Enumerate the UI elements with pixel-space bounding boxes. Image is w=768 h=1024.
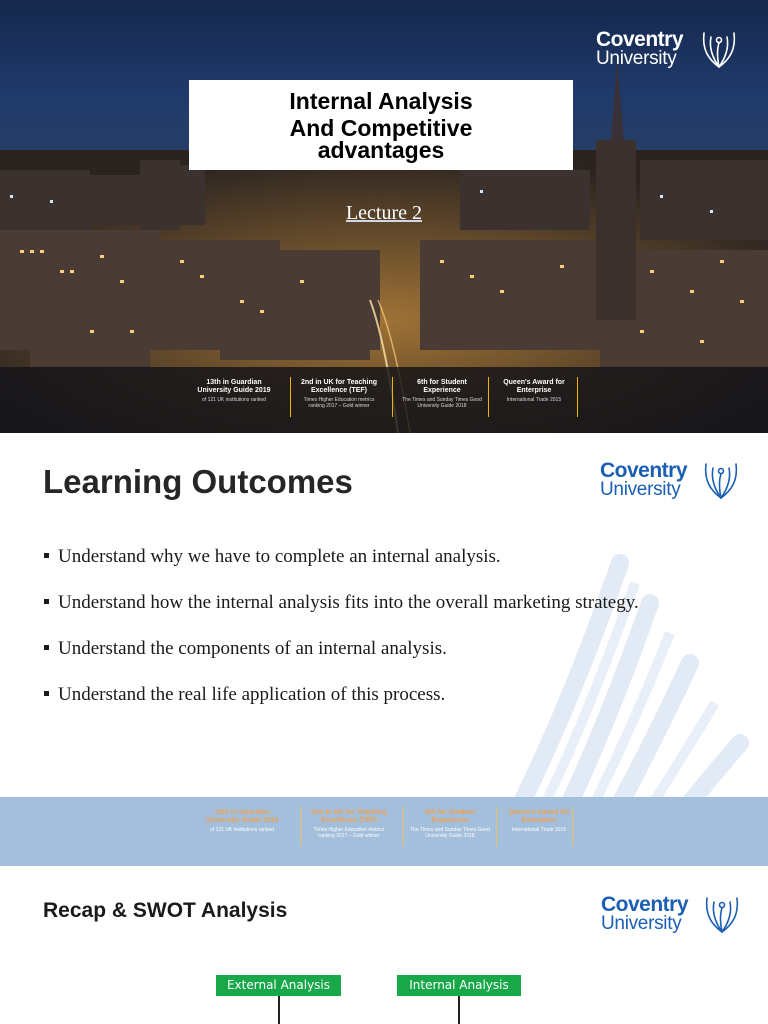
- coventry-logo: [600, 460, 687, 499]
- award-student-experience: [406, 809, 494, 839]
- connector-line: [278, 996, 280, 1024]
- phoenix-icon: [700, 460, 742, 502]
- award-divider: [403, 807, 404, 847]
- bullet-icon: [44, 599, 49, 604]
- learning-outcomes-list: [44, 538, 684, 722]
- list-item: [44, 538, 684, 575]
- award-divider: [488, 377, 489, 417]
- coventry-logo: [596, 29, 683, 68]
- phoenix-icon: [698, 29, 740, 71]
- list-item: [44, 584, 684, 621]
- list-item-text: Understand the real life application of this process.: [58, 684, 446, 705]
- title-line-3: advantages: [317, 137, 445, 163]
- list-item-text: Understand why we have to complete an internal analysis.: [58, 546, 501, 567]
- list-item-text: Understand the components of an internal analysis.: [58, 638, 447, 659]
- award-guardian: [198, 809, 286, 833]
- award-divider: [572, 807, 573, 847]
- award-subtext: Times Higher Education metrics ranking 2017 – Gold winner: [303, 397, 375, 409]
- award-divider: [577, 377, 578, 417]
- logo-word-coventry: Coventry: [601, 893, 689, 916]
- internal-analysis-box: Internal Analysis: [397, 975, 521, 996]
- award-heading: Queen's Award for Enterprise: [508, 809, 570, 824]
- logo-word-coventry: Coventry: [600, 459, 688, 482]
- award-subtext: The Times and Sunday Times Good University Guide 2018: [410, 827, 490, 839]
- slide-title: Recap & SWOT Analysis: [43, 899, 288, 922]
- logo-word-coventry: Coventry: [596, 28, 684, 51]
- title-line-2: And Competitive: [289, 115, 473, 141]
- awards-bar: [0, 367, 768, 433]
- bullet-icon: [44, 553, 49, 558]
- award-divider: [300, 807, 301, 847]
- connector-line: [458, 996, 460, 1024]
- logo-word-university: University: [596, 48, 677, 69]
- award-heading: 13th in Guardian University Guide 2019: [197, 379, 271, 394]
- award-guardian: [190, 379, 278, 403]
- learning-outcomes-slide: [0, 433, 768, 866]
- award-subtext: International Trade 2015: [511, 827, 567, 833]
- award-heading: 6th for Student Experience: [425, 809, 475, 824]
- award-heading: 6th for Student Experience: [417, 379, 467, 394]
- award-subtext: International Trade 2015: [506, 397, 562, 403]
- logo-word-university: University: [600, 479, 681, 500]
- slide-title: Learning Outcomes: [43, 463, 353, 500]
- award-heading: 13th in Guardian University Guide 2019: [205, 809, 279, 824]
- bullet-icon: [44, 691, 49, 696]
- title-box: [189, 80, 573, 170]
- title-line-1: Internal Analysis: [289, 88, 473, 114]
- logo-word-university: University: [601, 913, 682, 934]
- phoenix-icon: [701, 894, 743, 936]
- award-heading: Queen's Award for Enterprise: [503, 379, 565, 394]
- award-queens: [490, 379, 578, 403]
- list-item-text: Understand how the internal analysis fits into the overall marketing strategy.: [58, 592, 639, 613]
- awards-bar: [0, 797, 768, 866]
- recap-swot-slide: [0, 866, 768, 1024]
- coventry-logo: [601, 894, 688, 933]
- award-subtext: of 121 UK institutions ranked: [202, 397, 266, 403]
- award-subtext: The Times and Sunday Times Good University Guide 2018: [402, 397, 482, 409]
- award-student-experience: [398, 379, 486, 409]
- list-item: [44, 630, 684, 667]
- award-heading: 2nd in UK for Teaching Excellence (TEF): [300, 379, 378, 394]
- award-subtext: Times Higher Education metrics ranking 2017 – Gold winner: [313, 827, 385, 839]
- lecture-subtitle: Lecture 2: [345, 202, 423, 224]
- award-subtext: of 121 UK institutions ranked: [210, 827, 274, 833]
- award-divider: [392, 377, 393, 417]
- award-queens: [495, 809, 583, 833]
- award-tef: [305, 809, 393, 839]
- title-slide: [0, 0, 768, 433]
- award-divider: [290, 377, 291, 417]
- award-heading: 2nd in UK for Teaching Excellence (TEF): [310, 809, 388, 824]
- external-analysis-box: External Analysis: [216, 975, 341, 996]
- bullet-icon: [44, 645, 49, 650]
- list-item: [44, 676, 684, 713]
- award-tef: [295, 379, 383, 409]
